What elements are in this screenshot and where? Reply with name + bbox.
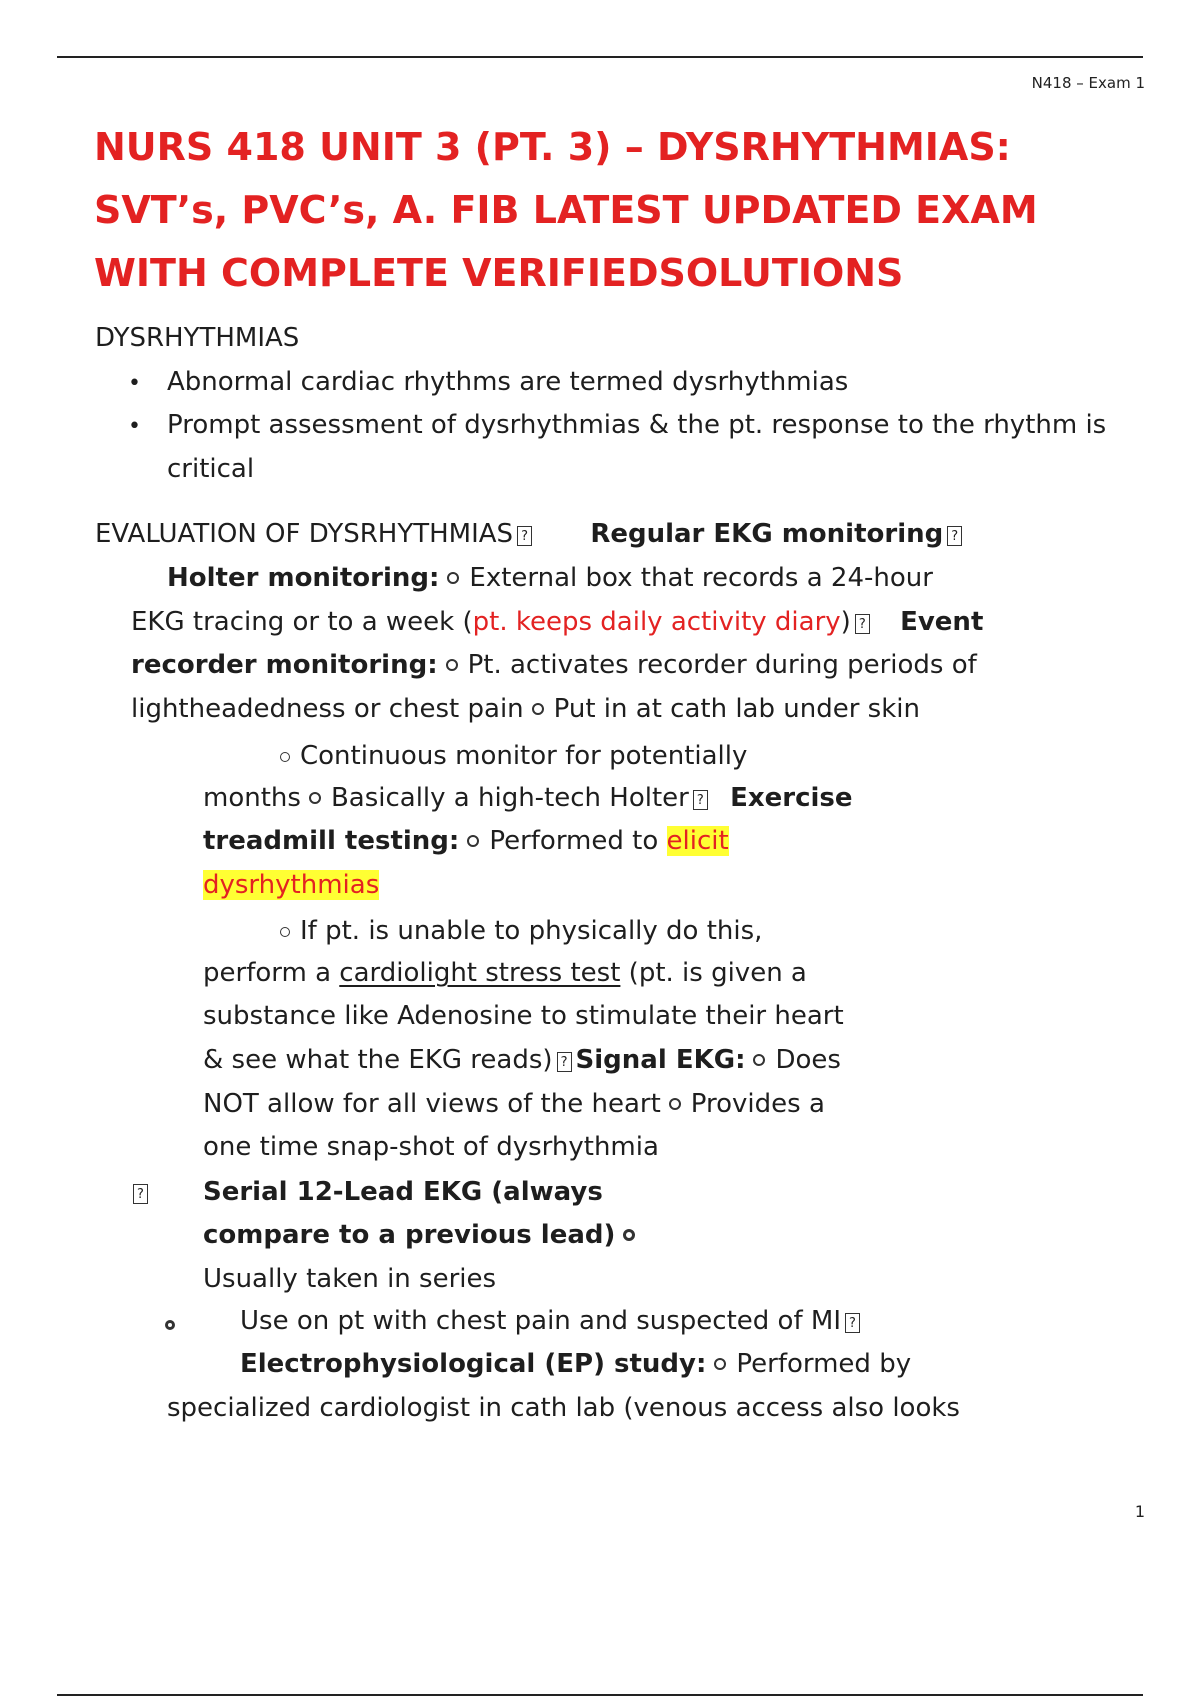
- event-text-4: Continuous monitor for potentially: [300, 741, 748, 771]
- signal-text-2: NOT allow for all views of the heart: [203, 1089, 661, 1119]
- holter-line-2: [131, 605, 983, 639]
- ep-line-2: specialized cardiologist in cath lab (venous access also looks: [167, 1393, 960, 1423]
- circle-bullet-icon: [669, 1098, 681, 1110]
- serial-label-2: compare to a previous lead): [203, 1220, 616, 1250]
- exercise-text-6: & see what the EKG reads): [203, 1045, 553, 1075]
- holter-label: Holter monitoring:: [167, 563, 440, 593]
- top-rule: [57, 56, 1143, 58]
- exercise-text-4: (pt. is given a: [628, 958, 807, 988]
- event-label-2: recorder monitoring:: [131, 650, 438, 680]
- holter-line: [167, 561, 933, 595]
- evaluation-line: [95, 517, 966, 551]
- event-line-3: [272, 739, 747, 773]
- event-text-5: months: [203, 783, 301, 813]
- missing-glyph-icon: ?: [855, 614, 870, 634]
- event-line: [131, 648, 977, 682]
- event-line-4: [203, 781, 853, 815]
- circle-bullet-icon: [446, 659, 458, 671]
- bullet-marker: •: [128, 414, 141, 439]
- running-header: N418 – Exam 1: [1031, 74, 1145, 92]
- ep-label: Electrophysiological (EP) study:: [240, 1349, 707, 1379]
- activity-diary-note: pt. keeps daily activity diary: [472, 607, 841, 637]
- signal-line-3: one time snap-shot of dysrhythmia: [203, 1132, 659, 1162]
- circle-bullet-icon: [165, 1320, 175, 1330]
- signal-line-2: [203, 1087, 825, 1121]
- exercise-text: Performed to: [489, 826, 659, 856]
- serial-line-2: [203, 1218, 645, 1252]
- bullet-marker: •: [128, 371, 141, 396]
- signal-label: Signal EKG:: [575, 1045, 746, 1075]
- underlined-text: cardiolight stress test: [339, 958, 621, 988]
- page-number: 1: [1134, 1502, 1145, 1521]
- ep-text: Performed by: [736, 1349, 912, 1379]
- exercise-line-4: [203, 956, 807, 990]
- bottom-rule: [57, 1694, 1143, 1696]
- highlighted-text: dysrhythmias: [203, 870, 380, 900]
- missing-glyph-icon: ?: [947, 526, 962, 546]
- serial-marker: [129, 1175, 152, 1209]
- event-text-6: Basically a high-tech Holter: [330, 783, 689, 813]
- exercise-label-2: treadmill testing:: [203, 826, 460, 856]
- circle-bullet-icon: [532, 703, 544, 715]
- missing-glyph-icon: ?: [133, 1184, 148, 1204]
- serial-label-1: Serial 12-Lead EKG (always: [203, 1177, 603, 1207]
- bullet-item: Abnormal cardiac rhythms are termed dysrhythmias: [167, 367, 849, 397]
- holter-close-paren: ): [840, 607, 851, 637]
- event-line-2: [131, 692, 920, 726]
- missing-glyph-icon: ?: [845, 1313, 860, 1333]
- signal-line: [203, 1043, 841, 1077]
- section-heading-evaluation: EVALUATION OF DYSRHYTHMIAS: [95, 519, 514, 549]
- exercise-text-3: perform a: [203, 958, 332, 988]
- holter-text-2: EKG tracing or to a week (: [131, 607, 473, 637]
- ep-line: [240, 1347, 911, 1381]
- circle-bullet-icon: [753, 1054, 765, 1066]
- bullet-item-continuation: critical: [167, 454, 255, 484]
- circle-bullet-icon: [309, 792, 321, 804]
- missing-glyph-icon: ?: [557, 1052, 572, 1072]
- missing-glyph-icon: ?: [693, 790, 708, 810]
- highlighted-text: elicit: [666, 826, 729, 856]
- exercise-text-2: If pt. is unable to physically do this,: [300, 916, 763, 946]
- circle-bullet-icon: [447, 572, 459, 584]
- bullet-item: Prompt assessment of dysrhythmias & the pt. response to the rhythm is: [167, 410, 1107, 440]
- exercise-line-3: [272, 914, 762, 948]
- circle-bullet-icon: [467, 835, 479, 847]
- regular-ekg-label: Regular EKG monitoring: [590, 519, 944, 549]
- event-text-3: Put in at cath lab under skin: [553, 694, 920, 724]
- circle-bullet-icon: [714, 1358, 726, 1370]
- event-text-2: lightheadedness or chest pain: [131, 694, 524, 724]
- circle-bullet-icon: [623, 1229, 635, 1241]
- missing-glyph-icon: ?: [517, 526, 532, 546]
- event-label-1: Event: [900, 607, 984, 637]
- circle-bullet-icon: [280, 927, 290, 937]
- section-heading-dysrhythmias: DYSRHYTHMIAS: [95, 323, 300, 353]
- serial-text: Usually taken in series: [203, 1264, 497, 1294]
- serial-line-4: [240, 1304, 864, 1338]
- serial-text-2: Use on pt with chest pain and suspected of MI: [240, 1306, 841, 1336]
- exercise-label-1: Exercise: [730, 783, 853, 813]
- document-title: NURS 418 UNIT 3 (PT. 3) – DYSRHYTHMIAS: SVT’s, PVC’s, A. FIB LATEST UPDATED EXAM WITH COMPLETE VERIFIEDSOLUTIONS: [94, 125, 1038, 295]
- signal-text-3: Provides a: [690, 1089, 825, 1119]
- signal-text: Does: [775, 1045, 841, 1075]
- holter-text: External box that records a 24-hour: [469, 563, 933, 593]
- exercise-line-2: [203, 868, 379, 902]
- exercise-line: [203, 824, 729, 858]
- event-text: Pt. activates recorder during periods of: [467, 650, 977, 680]
- circle-bullet-icon: [280, 752, 290, 762]
- exercise-line-5: substance like Adenosine to stimulate their heart: [203, 1001, 844, 1031]
